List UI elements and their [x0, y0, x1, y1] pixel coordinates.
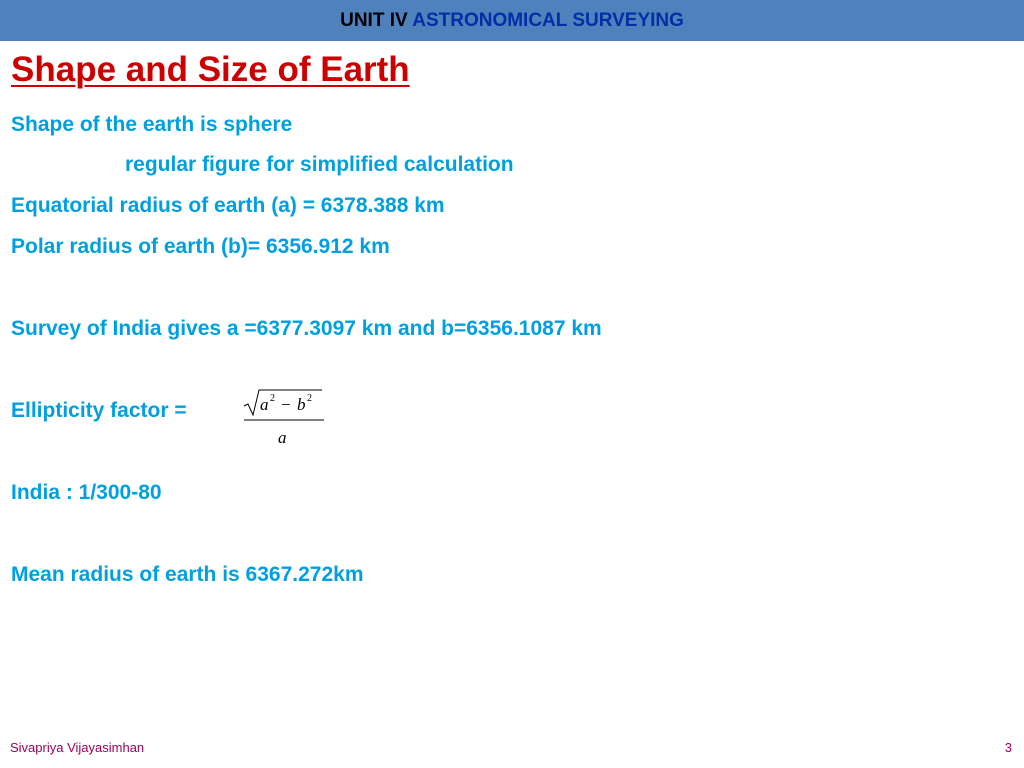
- line-survey-of-india: Survey of India gives a =6377.3097 km and b=6356.1087 km: [11, 317, 602, 340]
- formula-num-b: b: [297, 395, 306, 414]
- formula-denominator: a: [278, 428, 287, 447]
- formula-num-a-exp: 2: [270, 393, 275, 404]
- footer-author: Sivapriya Vijayasimhan: [10, 740, 145, 755]
- slide-header: [0, 0, 1024, 41]
- ellipticity-formula: [242, 388, 326, 450]
- formula-num-b-exp: 2: [307, 393, 312, 404]
- formula-num-a: a: [260, 395, 269, 414]
- line-mean-radius: Mean radius of earth is 6367.272km: [11, 563, 364, 586]
- line-ellipticity-factor: Ellipticity factor =: [11, 399, 187, 422]
- slide-title: Shape and Size of Earth: [11, 50, 410, 89]
- line-india-ellipticity: India : 1/300-80: [11, 481, 162, 504]
- line-regular-figure: regular figure for simplified calculation: [125, 153, 514, 176]
- line-shape-sphere: Shape of the earth is sphere: [11, 113, 293, 136]
- line-polar-radius: Polar radius of earth (b)= 6356.912 km: [11, 235, 390, 258]
- header-subject-label: ASTRONOMICAL SURVEYING: [412, 10, 684, 31]
- header-unit-label: UNIT IV: [340, 10, 408, 31]
- formula-minus: −: [281, 395, 291, 414]
- page-number: 3: [1004, 740, 1012, 755]
- line-equatorial-radius: Equatorial radius of earth (a) = 6378.388 km: [11, 194, 445, 217]
